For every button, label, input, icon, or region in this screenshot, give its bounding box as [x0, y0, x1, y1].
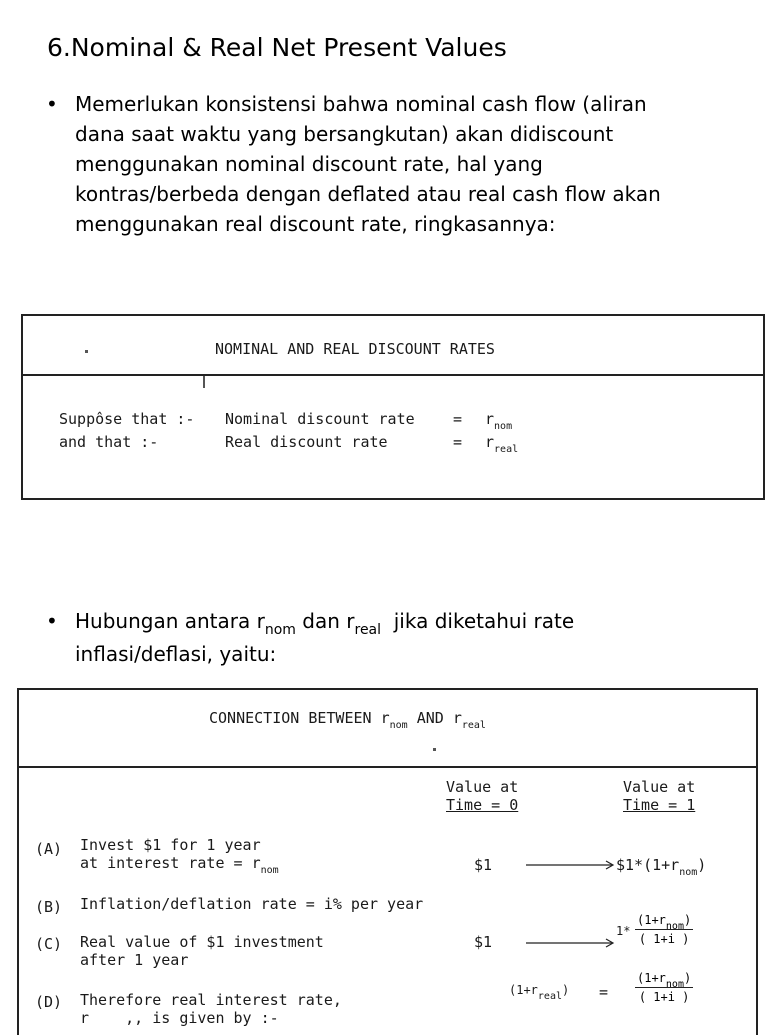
connection-box	[17, 688, 758, 1035]
bullet-1-line: Memerlukan konsistensi bahwa nominal cash flow (aliran	[75, 92, 647, 116]
real-subscript: real	[494, 444, 519, 455]
box-2-divider	[19, 766, 756, 768]
bullet-2-line	[75, 606, 721, 639]
num-part: (1+r	[637, 913, 666, 927]
fraction-numerator	[635, 913, 693, 930]
r-symbol: r	[485, 433, 495, 451]
nom-subscript: nom	[494, 421, 513, 432]
bullet-1-line: dana saat waktu yang bersangkutan) akan didiscount	[75, 122, 614, 146]
row-a-value-1	[616, 856, 707, 878]
bullet-2-text-part: Hubungan antara r	[75, 609, 265, 633]
row-text-part: at interest rate = r	[80, 854, 261, 872]
row-a-text	[80, 836, 279, 876]
real-subscript: real	[461, 720, 486, 731]
real-subscript: real	[354, 622, 382, 638]
col-header-line: Time = 1	[623, 796, 696, 814]
nom-subscript: nom	[264, 622, 296, 638]
row-text-line: after 1 year	[80, 951, 189, 969]
row-c-value-0: $1	[474, 933, 493, 951]
row-d-fraction	[635, 971, 693, 1004]
row-c-fraction	[635, 913, 693, 946]
row-text-line: Real value of $1 investment	[80, 933, 324, 951]
row-b-text: Inflation/deflation rate = i% per year	[80, 895, 424, 913]
nom-subscript: nom	[665, 979, 684, 990]
arrow-right-icon	[526, 938, 616, 948]
header-part: CONNECTION BETWEEN r	[209, 709, 390, 727]
row-text-line: r ,, is given by :-	[80, 1009, 279, 1027]
row-d-equals: =	[599, 983, 609, 1001]
fraction-denominator: ( 1+i )	[638, 990, 690, 1004]
row-c-text	[80, 933, 324, 969]
bullet-marker: •	[46, 92, 58, 116]
bullet-1-line: kontras/berbeda dengan deflated atau real cash flow akan	[75, 182, 661, 206]
and-that-lead: and that :-	[59, 433, 159, 451]
r-real-symbol	[485, 433, 519, 455]
lhs-part: )	[562, 983, 570, 997]
nominal-real-rates-box	[21, 314, 765, 500]
real-subscript: real	[537, 991, 562, 1002]
equals-sign: =	[453, 410, 463, 428]
fraction-denominator: ( 1+i )	[638, 932, 690, 946]
row-a-value-0: $1	[474, 856, 493, 874]
suppose-lead: Suppôse that :-	[59, 410, 195, 428]
bullet-2-line: inflasi/deflasi, yaitu:	[75, 642, 277, 666]
scan-speck	[203, 376, 205, 388]
num-part: )	[683, 913, 692, 927]
row-text-line: Therefore real interest rate,	[80, 991, 342, 1009]
box-1-divider	[23, 374, 763, 376]
bullet-2-text-part: jika diketahui rate	[381, 609, 575, 633]
page-title: 6.Nominal & Real Net Present Values	[47, 33, 507, 62]
bullet-2-text-part: dan r	[295, 609, 355, 633]
row-d-lhs	[509, 983, 570, 1002]
nom-subscript: nom	[389, 720, 408, 731]
bullet-1-text	[75, 89, 721, 239]
num-part: )	[683, 971, 692, 985]
col-header-line: Value at	[446, 778, 519, 796]
col-time-0-header	[446, 778, 518, 814]
value-part: )	[697, 856, 707, 874]
scan-speck	[433, 748, 436, 751]
row-b-label: (B)	[35, 898, 63, 916]
nom-subscript: nom	[260, 865, 279, 876]
col-header-line: Value at	[623, 778, 696, 796]
lhs-part: (1+r	[509, 983, 538, 997]
bullet-1-line: menggunakan real discount rate, ringkasannya:	[75, 212, 556, 236]
col-header-line: Time = 0	[446, 796, 519, 814]
bullet-1-line: menggunakan nominal discount rate, hal yang	[75, 152, 543, 176]
header-part: AND r	[407, 709, 462, 727]
row-text-line	[80, 854, 279, 876]
r-nom-symbol	[485, 410, 513, 432]
box-1-header: NOMINAL AND REAL DISCOUNT RATES	[215, 340, 495, 358]
fraction-numerator	[635, 971, 693, 988]
row-a-label: (A)	[35, 840, 63, 858]
row-c-value-1-prefix: 1*	[616, 924, 631, 938]
value-part: $1*(1+r	[616, 856, 680, 874]
nom-subscript: nom	[679, 867, 698, 878]
nominal-rate-label: Nominal discount rate	[225, 410, 415, 428]
equals-sign: =	[453, 433, 463, 451]
row-d-label: (D)	[35, 993, 63, 1011]
col-time-1-header	[623, 778, 695, 814]
num-part: (1+r	[637, 971, 666, 985]
bullet-marker: •	[46, 609, 58, 633]
nom-subscript: nom	[665, 921, 684, 932]
row-c-label: (C)	[35, 935, 63, 953]
box-2-header	[209, 709, 486, 731]
real-rate-label: Real discount rate	[225, 433, 388, 451]
r-symbol: r	[485, 410, 495, 428]
arrow-right-icon	[526, 860, 616, 870]
bullet-2-text	[75, 606, 721, 669]
row-text-line: Invest $1 for 1 year	[80, 836, 261, 854]
scan-speck	[85, 350, 88, 353]
row-d-text	[80, 991, 342, 1027]
